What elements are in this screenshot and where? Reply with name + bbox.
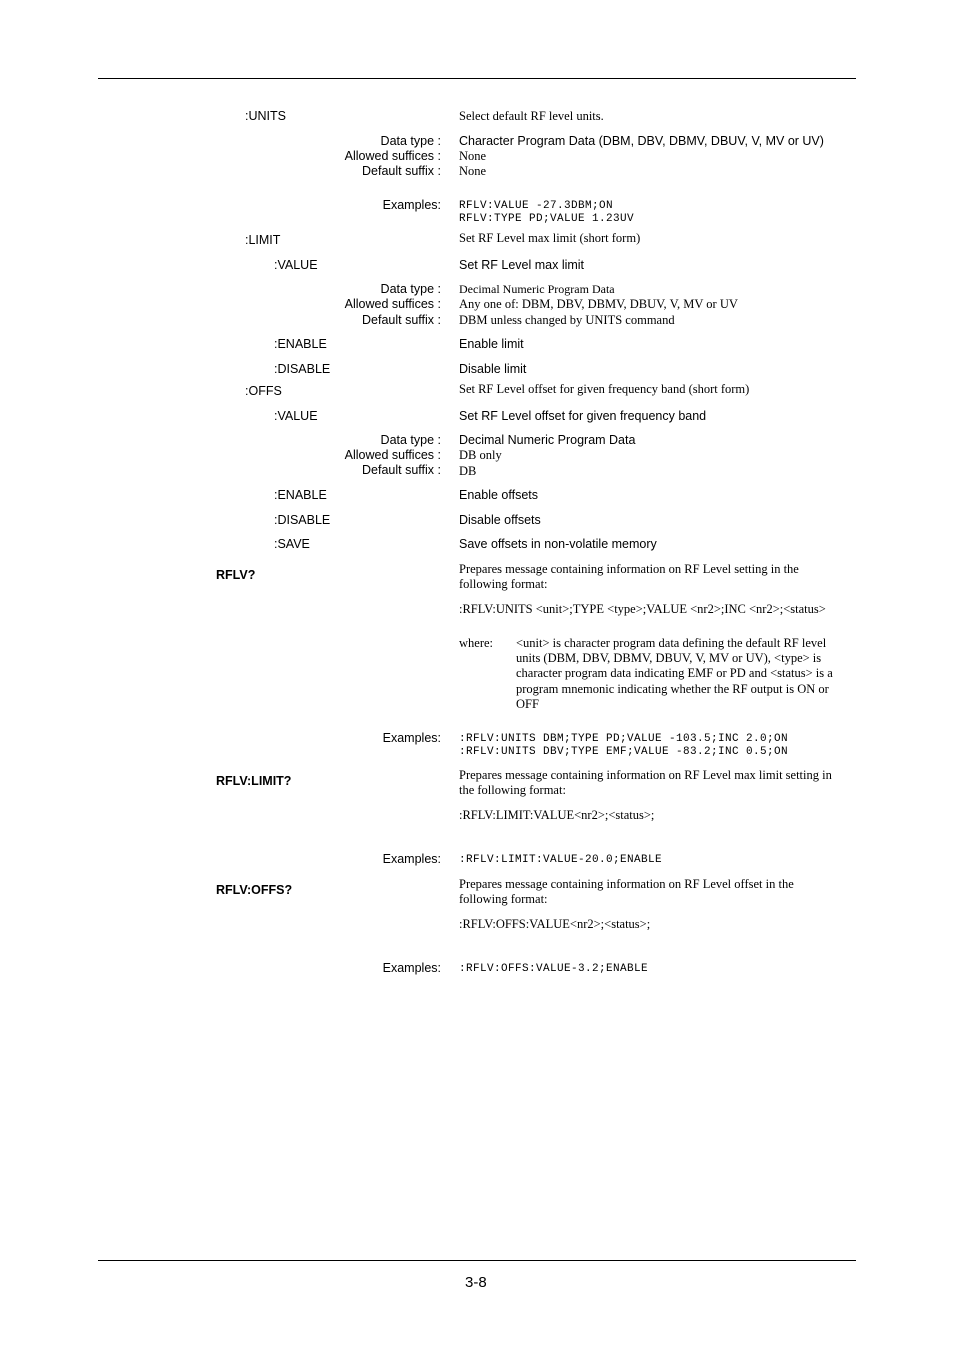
limit-query-examples-label: Examples: [382, 852, 441, 866]
limit-query-description: Prepares message containing information on RF Level max limit setting in the following format: [459, 768, 832, 797]
limit-allowed-label: Allowed suffices : [344, 297, 441, 311]
rflv-query-command: RFLV? [216, 568, 256, 582]
units-allowed: None [459, 149, 487, 163]
limit-value-command: :VALUE [274, 258, 318, 272]
limit-query-format: :RFLV:LIMIT:VALUE<nr2>;<status>; [459, 808, 655, 822]
limit-query-example: :RFLV:LIMIT:VALUE-20.0;ENABLE [459, 854, 663, 866]
limit-data-type: Decimal Numeric Program Data [459, 282, 615, 296]
limit-enable-command: :ENABLE [274, 337, 327, 351]
limit-disable-command: :DISABLE [274, 362, 331, 376]
offs-command: :OFFS [245, 384, 282, 398]
rflv-query-format: :RFLV:UNITS <unit>;TYPE <type>;VALUE <nr2>;INC <nr2>;<status> [459, 602, 826, 616]
units-default: None [459, 164, 487, 178]
offs-allowed-label: Allowed suffices : [344, 448, 441, 462]
offs-enable-description: Enable offsets [459, 488, 538, 502]
limit-command: :LIMIT [245, 233, 281, 247]
offs-data-type-label: Data type : [380, 433, 441, 447]
offs-description: Set RF Level offset for given frequency band (short form) [459, 382, 750, 396]
limit-enable-description: Enable limit [459, 337, 524, 351]
units-example-2: RFLV:TYPE PD;VALUE 1.23UV [459, 213, 635, 225]
page-number: 3-8 [465, 1274, 487, 1291]
units-data-type-label: Data type : [380, 134, 441, 148]
units-examples-label: Examples: [382, 198, 441, 212]
limit-description: Set RF Level max limit (short form) [459, 231, 641, 245]
units-data-type: Character Program Data (DBM, DBV, DBMV, DBUV, V, MV or UV) [459, 134, 824, 148]
rflv-query-description: Prepares message containing information on RF Level setting in the following format: [459, 562, 799, 591]
offs-query-example: :RFLV:OFFS:VALUE-3.2;ENABLE [459, 963, 649, 975]
offs-default: DB [459, 464, 477, 478]
units-allowed-label: Allowed suffices : [344, 149, 441, 163]
offs-allowed: DB only [459, 448, 502, 462]
rflv-query-examples-label: Examples: [382, 731, 441, 745]
offs-enable-command: :ENABLE [274, 488, 327, 502]
offs-data-type: Decimal Numeric Program Data [459, 433, 636, 447]
limit-data-type-label: Data type : [380, 282, 441, 296]
offs-query-format: :RFLV:OFFS:VALUE<nr2>;<status>; [459, 917, 651, 931]
offs-query-examples-label: Examples: [382, 961, 441, 975]
limit-query-command: RFLV:LIMIT? [216, 774, 292, 788]
header-rule [98, 78, 856, 79]
units-default-label: Default suffix : [362, 164, 441, 178]
offs-value-command: :VALUE [274, 409, 318, 423]
offs-query-command: RFLV:OFFS? [216, 883, 293, 897]
rflv-query-where-label: where: [459, 636, 494, 650]
limit-default: DBM unless changed by UNITS command [459, 313, 675, 327]
offs-disable-description: Disable offsets [459, 513, 541, 527]
limit-value-description: Set RF Level max limit [459, 258, 585, 272]
units-command: :UNITS [245, 109, 286, 123]
offs-value-description: Set RF Level offset for given frequency band [459, 409, 707, 423]
rflv-query-example-2: :RFLV:UNITS DBV;TYPE EMF;VALUE -83.2;INC 0.5;ON [459, 746, 789, 758]
offs-save-description: Save offsets in non-volatile memory [459, 537, 657, 551]
offs-save-command: :SAVE [274, 537, 310, 551]
limit-disable-description: Disable limit [459, 362, 527, 376]
footer-rule [98, 1260, 856, 1261]
limit-default-label: Default suffix : [362, 313, 441, 327]
units-example-1: RFLV:VALUE -27.3DBM;ON [459, 200, 614, 212]
units-description: Select default RF level units. [459, 109, 604, 123]
limit-allowed: Any one of: DBM, DBV, DBMV, DBUV, V, MV or UV [459, 297, 738, 311]
offs-query-description: Prepares message containing information on RF Level offset in the following format: [459, 877, 794, 906]
rflv-query-example-1: :RFLV:UNITS DBM;TYPE PD;VALUE -103.5;INC 2.0;ON [459, 733, 789, 745]
offs-default-label: Default suffix : [362, 463, 441, 477]
rflv-query-where-text: <unit> is character program data defining the default RF level units (DBM, DBV, DBMV, DBUV, V, MV or UV), <type> is character program data indicating EMF or PD and <status> is a program mnemonic indicating whether the RF output is ON or OFF [516, 636, 833, 711]
offs-disable-command: :DISABLE [274, 513, 331, 527]
